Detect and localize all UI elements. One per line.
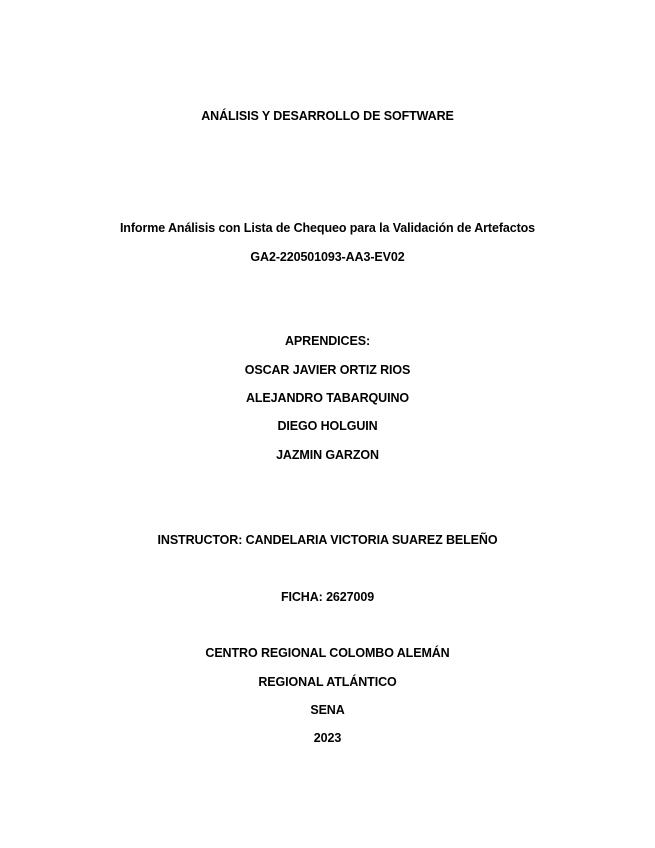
report-code: GA2-220501093-AA3-EV02 [250,250,405,264]
apprentices-heading: APRENDICES: [284,334,371,348]
center-name: CENTRO REGIONAL COLOMBO ALEMÁN [205,646,450,660]
program-title: ANÁLISIS Y DESARROLLO DE SOFTWARE [201,109,454,123]
apprentice-name: ALEJANDRO TABARQUINO [245,391,410,405]
instructor-line: INSTRUCTOR: CANDELARIA VICTORIA SUAREZ BELEÑO [157,533,498,547]
apprentice-name: JAZMIN GARZON [276,448,379,462]
regional-name: REGIONAL ATLÁNTICO [258,675,397,689]
ficha-line: FICHA: 2627009 [280,590,375,604]
year: 2023 [313,731,342,745]
apprentice-name: DIEGO HOLGUIN [277,419,378,433]
report-title: Informe Análisis con Lista de Chequeo para la Validación de Artefactos [119,221,536,235]
organization-name: SENA [310,703,345,717]
apprentice-name: OSCAR JAVIER ORTIZ RIOS [244,363,411,377]
